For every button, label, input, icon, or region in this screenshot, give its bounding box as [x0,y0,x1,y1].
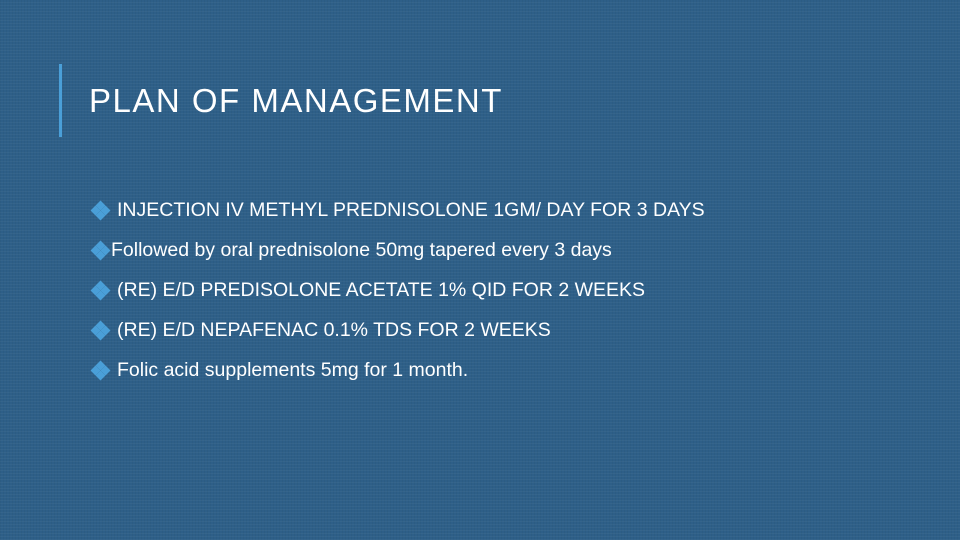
four-diamond-bullet-icon [91,281,109,299]
four-diamond-bullet-icon [91,201,109,219]
bullet-item [91,270,705,310]
title-accent-bar [59,64,62,137]
four-diamond-bullet-icon [91,321,109,339]
slide-title: PLAN OF MANAGEMENT [89,82,503,119]
bullet-item [91,310,705,350]
bullet-item [91,190,705,230]
bullet-text: Folic acid supplements 5mg for 1 month. [117,358,469,381]
bullet-list [91,190,705,390]
bullet-item [91,350,705,390]
bullet-text: (RE) E/D PREDISOLONE ACETATE 1% QID FOR 2 WEEKS [117,278,646,301]
four-diamond-bullet-icon [91,241,109,259]
bullet-text: INJECTION IV METHYL PREDNISOLONE 1GM/ DAY FOR 3 DAYS [117,198,705,221]
bullet-text: Followed by oral prednisolone 50mg tapered every 3 days [111,238,612,261]
bullet-item [91,230,705,270]
four-diamond-bullet-icon [91,361,109,379]
bullet-text: (RE) E/D NEPAFENAC 0.1% TDS FOR 2 WEEKS [117,318,551,341]
